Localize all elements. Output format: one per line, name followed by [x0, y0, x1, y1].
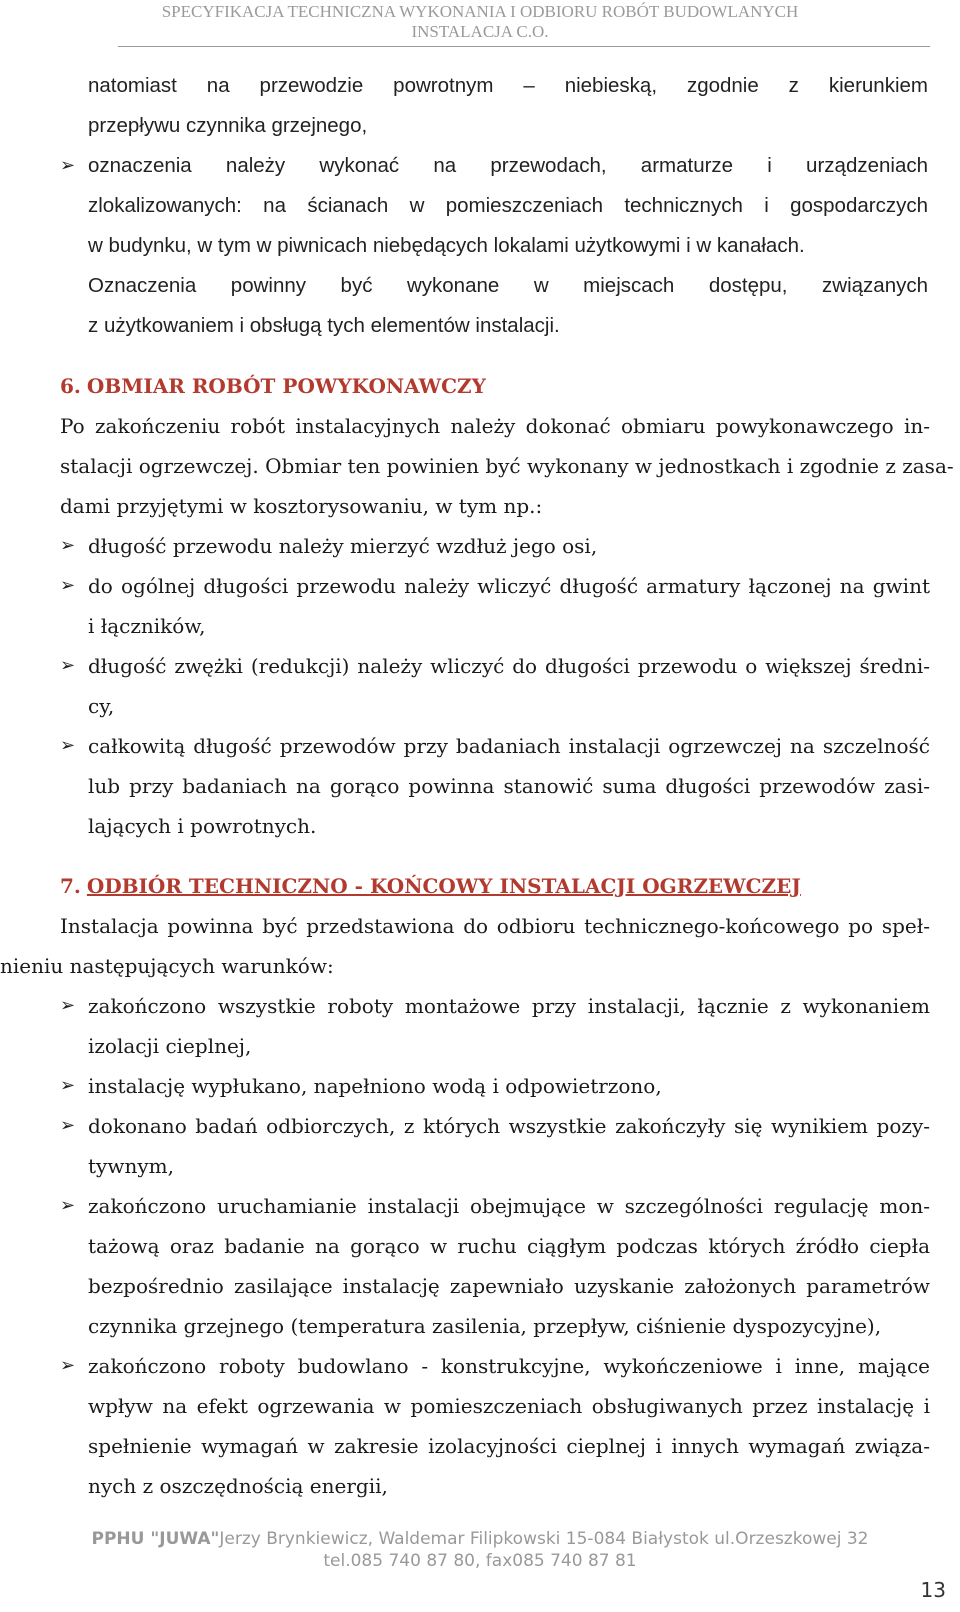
list-item-cont: spełnienie wymagań w zakresie izolacyjności cieplnej i innych wymagań związa- — [88, 1434, 930, 1458]
header-subtitle: INSTALACJA C.O. — [411, 22, 549, 41]
paragraph-line: Po zakończeniu robót instalacyjnych należy dokonać obmiaru powykonawczego in- — [60, 414, 930, 438]
bullet-arrow-icon: ➢ — [60, 1195, 76, 1216]
paragraph-line: dami przyjętymi w kosztorysowaniu, w tym np.: — [60, 494, 543, 518]
bullet-arrow-icon: ➢ — [60, 995, 76, 1016]
text-line: oznaczenia należy wykonać na przewodach, armaturze i urządzeniach — [88, 154, 928, 177]
list-item-cont: czynnika grzejnego (temperatura zasilenia, przepływ, ciśnienie dyspozycyjne), — [88, 1314, 882, 1338]
text-line: z użytkowaniem i obsługą tych elementów instalacji. — [88, 314, 560, 337]
bullet-arrow-icon: ➢ — [60, 1115, 76, 1136]
paragraph-line: stalacji ogrzewczej. Obmiar ten powinien być wykonany w jednostkach i zgodnie z zasa- — [60, 454, 954, 478]
list-item: zakończono roboty budowlano - konstrukcyjne, wykończeniowe i inne, mające — [88, 1354, 930, 1378]
list-item: całkowitą długość przewodów przy badaniach instalacji ogrzewczej na szczelność — [88, 734, 930, 758]
footer-company: PPHU "JUWA" — [91, 1529, 220, 1549]
text-line: natomiast na przewodzie powrotnym – niebieską, zgodnie z kierunkiem — [88, 74, 928, 97]
bullet-arrow-icon: ➢ — [60, 1075, 76, 1096]
list-item: do ogólnej długości przewodu należy wliczyć długość armatury łączonej na gwint — [88, 574, 930, 598]
paragraph-line: Instalacja powinna być przedstawiona do odbioru technicznego-końcowego po speł- — [60, 914, 930, 938]
footer-line-1 — [0, 1528, 960, 1550]
page-number: 13 — [920, 1578, 946, 1602]
section-7-heading — [60, 866, 801, 906]
bullet-arrow-icon: ➢ — [60, 1355, 76, 1376]
footer-address: Jerzy Brynkiewicz, Waldemar Filipkowski 15-084 Białystok ul.Orzeszkowej 32 — [219, 1529, 869, 1549]
list-item: zakończono wszystkie roboty montażowe przy instalacji, łącznie z wykonaniem — [88, 994, 930, 1018]
bullet-arrow-icon: ➢ — [60, 155, 76, 176]
list-item-cont: bezpośrednio zasilające instalację zapewniało uzyskanie założonych parametrów — [88, 1274, 930, 1298]
list-item-cont: wpływ na efekt ogrzewania w pomieszczeniach obsługiwanych przez instalację i — [88, 1394, 930, 1418]
section-title: ODBIÓR TECHNICZNO - KOŃCOWY INSTALACJI OGRZEWCZEJ — [86, 874, 801, 898]
section-title: OBMIAR ROBÓT POWYKONAWCZY — [86, 374, 486, 398]
list-item: dokonano badań odbiorczych, z których wszystkie zakończyły się wynikiem pozy- — [88, 1114, 930, 1138]
list-item: zakończono uruchamianie instalacji obejmujące w szczególności regulację mon- — [88, 1194, 930, 1218]
list-item-cont: cy, — [88, 694, 115, 718]
section-6-heading — [60, 366, 486, 406]
list-item-cont: tażową oraz badanie na gorąco w ruchu ciągłym podczas których źródło ciepła — [88, 1234, 930, 1258]
section-number: 6. — [60, 374, 81, 398]
text-line: zlokalizowanych: na ścianach w pomieszczeniach technicznych i gospodarczych — [88, 194, 928, 217]
paragraph-line: nieniu następujących warunków: — [0, 954, 334, 978]
footer-contact: tel.085 740 87 80, fax085 740 87 81 — [323, 1551, 637, 1571]
section-number: 7. — [60, 874, 81, 898]
header-rule — [118, 46, 930, 47]
text-line: przepływu czynnika grzejnego, — [88, 114, 368, 137]
list-item-cont: nych z oszczędnością energii, — [88, 1474, 388, 1498]
bullet-arrow-icon: ➢ — [60, 655, 76, 676]
list-item: instalację wypłukano, napełniono wodą i odpowietrzono, — [88, 1074, 662, 1098]
running-header — [0, 2, 960, 42]
list-item: długość przewodu należy mierzyć wzdłuż jego osi, — [88, 534, 598, 558]
bullet-arrow-icon: ➢ — [60, 535, 76, 556]
header-title: SPECYFIKACJA TECHNICZNA WYKONANIA I ODBIORU ROBÓT BUDOWLANYCH — [161, 2, 799, 21]
list-item-cont: tywnym, — [88, 1154, 174, 1178]
text-line: Oznaczenia powinny być wykonane w miejscach dostępu, związanych — [88, 274, 928, 297]
list-item-cont: lających i powrotnych. — [88, 814, 317, 838]
list-item-cont: izolacji cieplnej, — [88, 1034, 252, 1058]
page-footer — [0, 1528, 960, 1572]
text-line: w budynku, w tym w piwnicach niebędących lokalami użytkowymi i w kanałach. — [88, 234, 805, 257]
list-item-cont: i łączników, — [88, 614, 206, 638]
list-item-cont: lub przy badaniach na gorąco powinna stanowić suma długości przewodów zasi- — [88, 774, 930, 798]
bullet-arrow-icon: ➢ — [60, 575, 76, 596]
list-item: długość zwężki (redukcji) należy wliczyć do długości przewodu o większej średni- — [88, 654, 930, 678]
bullet-arrow-icon: ➢ — [60, 735, 76, 756]
